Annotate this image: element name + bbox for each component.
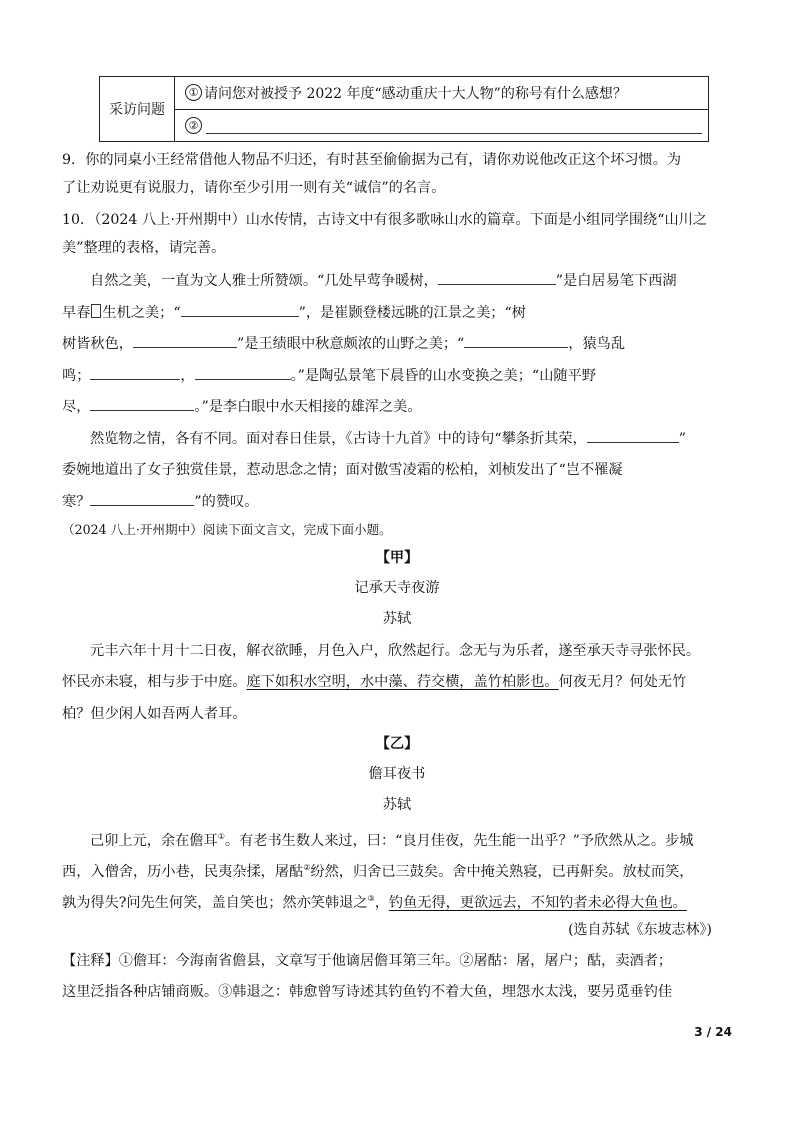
question-row-1 <box>175 77 708 110</box>
circled-number: ② <box>185 117 202 134</box>
question-row-2 <box>185 110 708 142</box>
yi-line-2: 西，入僧舍，历小巷，民夷杂揉，屠酤②纷然，归舍已三鼓矣。舍中掩关熟寝，已再鼾矣。放杖而笑， <box>62 863 694 880</box>
answer-blank[interactable] <box>206 117 702 134</box>
fill-blank[interactable] <box>90 396 194 411</box>
q10-para1-line-5: 尽， 。”是李白眼中水天相接的雄浑之美。 <box>62 396 742 417</box>
q10-para2-line-2: 委婉地道出了女子独赏佳景，惹动思念之情；面对傲雪凌霜的松柏，刘桢发出了“岂不罹凝 <box>62 462 623 478</box>
q10-line-1: 10．（2024 八上·开州期中）山水传情，古诗文中有很多歌咏山水的篇章。下面是小组同学围绕“山川之 <box>62 212 708 228</box>
yi-line-1: 己卯上元，余在儋耳①。有老书生数人来过，曰：“良月佳夜，先生能一出乎？”予欣然从之。步城 <box>90 832 694 849</box>
missing-glyph-icon <box>91 304 101 318</box>
underlined-sentence: 钓鱼无得，更欲远去，不知钓者未必得大鱼也。 <box>388 895 687 911</box>
q10-para1-line-3: 树皆秋色， ”是王绩眼中秋意颇浓的山野之美；“ ，猿鸟乱 <box>62 333 742 354</box>
footnote-marker: ③ <box>367 894 375 903</box>
passage-yi-author: 苏轼 <box>382 797 412 813</box>
q10-line-2: 美”整理的表格，请完善。 <box>62 240 226 256</box>
footnote-marker: ① <box>217 832 225 841</box>
q10-para1-line-2: 早春 生机之美；“ ”，是崔颢登楼远眺的江景之美；“树 <box>62 302 742 323</box>
q10-para2-line-3: 寒？ ”的赞叹。 <box>62 491 742 512</box>
reading-intro: （2024 八上·开州期中）阅读下面文言文，完成下面小题。 <box>62 522 392 537</box>
fill-blank[interactable] <box>181 302 299 317</box>
jia-line-1: 元丰六年十月十二日夜，解衣欲睡，月色入户，欣然起行。念无与为乐者，遂至承天寺寻张怀民。 <box>90 643 701 659</box>
footnote-marker: ② <box>303 863 311 872</box>
circled-number: ① <box>185 84 202 101</box>
jia-line-3: 柏？但少闲人如吾两人者耳。 <box>62 706 247 722</box>
question-1-text: 请问您对被授予 2022 年度“感动重庆十大人物”的称号有什么感想？ <box>204 85 627 102</box>
passage-jia-title: 记承天寺夜游 <box>354 580 440 596</box>
underlined-sentence: 庭下如积水空明，水中藻、荇交横，盖竹柏影也。 <box>246 674 559 690</box>
question-cell <box>175 77 708 141</box>
q10-para2-line-1: 然览物之情，各有不同。面对春日佳景，《古诗十九首》中的诗句“攀条折其荣， ” <box>90 428 770 449</box>
fill-blank[interactable] <box>90 491 194 506</box>
passage-jia-author: 苏轼 <box>382 611 412 627</box>
fill-blank[interactable] <box>438 270 556 285</box>
passage-yi-mark: 【乙】 <box>375 736 419 752</box>
note-line-2: 这里泛指各种店铺商贩。③韩退之：韩愈曾写诗述其钓鱼钓不着大鱼，埋怨水太浅，要另觅垂钓佳 <box>62 984 673 1000</box>
fill-blank[interactable] <box>464 333 568 348</box>
jia-line-2: 怀民亦未寝，相与步于中庭。庭下如积水空明，水中藻、荇交横，盖竹柏影也。何夜无月？何处无竹 <box>62 674 687 690</box>
fill-blank[interactable] <box>195 365 291 380</box>
fill-blank[interactable] <box>90 365 180 380</box>
page-number: 3 / 24 <box>694 1025 732 1039</box>
passage-source: (选自苏轼《东坡志林》) <box>568 922 712 938</box>
fill-blank[interactable] <box>587 428 679 443</box>
q9-line-1: 9．你的同桌小王经常借他人物品不归还，有时甚至偷偷据为己有，请你劝说他改正这个坏习惯。为 <box>62 152 682 168</box>
fill-blank[interactable] <box>133 333 237 348</box>
q10-para1-line-1: 自然之美，一直为文人雅士所赞颂。“几处早莺争暖树， ”是白居易笔下西湖 <box>90 270 770 291</box>
passage-yi-title: 儋耳夜书 <box>368 766 426 782</box>
yi-line-3: 孰为得失?问先生何笑，盖自笑也；然亦笑韩退之③，钓鱼无得，更欲远去，不知钓者未必得大鱼也。 <box>62 894 687 911</box>
q10-para1-line-4: 鸣； ， 。”是陶弘景笔下晨昏的山水变换之美；“山随平野 <box>62 365 742 386</box>
table-label: 采访问题 <box>100 77 175 141</box>
q9-line-2: 了让劝说更有说服力，请你至少引用一则有关“诚信”的名言。 <box>62 180 446 196</box>
note-line-1: 【注释】①儋耳：今海南省儋县，文章写于他谪居儋耳第三年。②屠酤：屠，屠户；酤，卖酒者； <box>62 953 673 969</box>
passage-jia-mark: 【甲】 <box>375 550 419 566</box>
interview-question-table <box>99 76 709 142</box>
